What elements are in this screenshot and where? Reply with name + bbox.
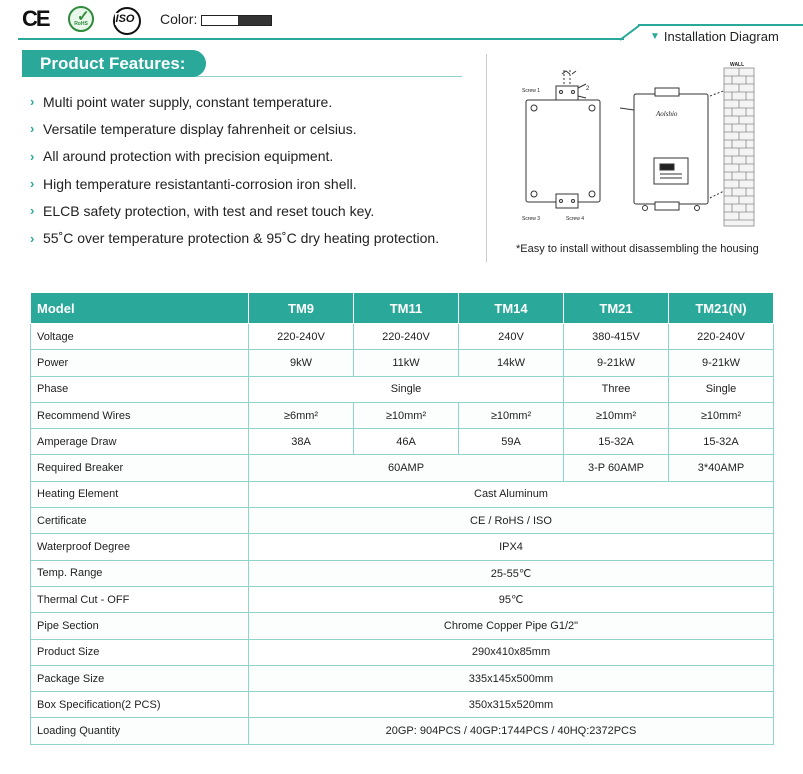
- table-row: [31, 639, 774, 665]
- color-swatch: [201, 15, 272, 26]
- table-cell: Cast Aluminum: [249, 481, 774, 507]
- row-label: Amperage Draw: [31, 429, 249, 455]
- row-label: Waterproof Degree: [31, 534, 249, 560]
- table-cell: ≥6mm²: [249, 402, 354, 428]
- chevron-right-icon: ›: [30, 203, 35, 219]
- column-header: TM14: [459, 293, 564, 324]
- row-label: Temp. Range: [31, 560, 249, 586]
- header-divider-right: [638, 24, 803, 26]
- screw-2-label: 2: [586, 86, 590, 92]
- chevron-right-icon: ›: [30, 94, 35, 110]
- feature-item: › Versatile temperature display fahrenheit or celsius.: [30, 120, 357, 137]
- screw-1-label: Screw 1: [522, 88, 541, 94]
- table-cell: 220-240V: [249, 324, 354, 350]
- color-label: Color:: [160, 11, 198, 27]
- table-row: [31, 665, 774, 691]
- table-cell: CE / RoHS / ISO: [249, 508, 774, 534]
- table-cell: 11kW: [354, 350, 459, 376]
- table-cell: Single: [669, 376, 774, 402]
- table-cell: ≥10mm²: [564, 402, 669, 428]
- table-row: [31, 613, 774, 639]
- table-row: [31, 508, 774, 534]
- table-cell: ≥10mm²: [669, 402, 774, 428]
- table-cell: 25-55℃: [249, 560, 774, 586]
- table-row: [31, 718, 774, 744]
- table-row: [31, 692, 774, 718]
- table-cell: 3-P 60AMP: [564, 455, 669, 481]
- column-header: TM9: [249, 293, 354, 324]
- feature-item: › Multi point water supply, constant temperature.: [30, 93, 333, 110]
- feature-item: › All around protection with precision equipment.: [30, 148, 334, 165]
- table-row: [31, 429, 774, 455]
- table-cell: 335x145x500mm: [249, 665, 774, 691]
- installation-diagram-label: Installation Diagram: [663, 29, 779, 44]
- row-label: Pipe Section: [31, 613, 249, 639]
- table-cell: 14kW: [459, 350, 564, 376]
- table-cell: 60AMP: [249, 455, 564, 481]
- installation-diagram: [500, 60, 790, 238]
- ce-logo: CE: [22, 6, 49, 31]
- header-divider: [18, 38, 624, 40]
- diagram-note: *Easy to install without disassembling the housing: [516, 243, 759, 255]
- iso-logo: ISO: [110, 7, 140, 31]
- column-header: Model: [31, 293, 249, 324]
- chevron-right-icon: ›: [30, 176, 35, 192]
- table-cell: Three: [564, 376, 669, 402]
- section-divider: [486, 54, 487, 262]
- table-cell: 9kW: [249, 350, 354, 376]
- chevron-right-icon: ›: [30, 148, 35, 164]
- table-cell: Single: [249, 376, 564, 402]
- row-label: Power: [31, 350, 249, 376]
- table-cell: 15-32A: [669, 429, 774, 455]
- table-cell: 220-240V: [354, 324, 459, 350]
- certification-row: [22, 6, 272, 32]
- row-label: Required Breaker: [31, 455, 249, 481]
- column-header: TM21: [564, 293, 669, 324]
- table-cell: 20GP: 904PCS / 40GP:1744PCS / 40HQ:2372PCS: [249, 718, 774, 744]
- feature-item: › 55˚C over temperature protection & 95˚C dry heating protection.: [30, 230, 440, 247]
- feature-item: › High temperature resistantanti-corrosion iron shell.: [30, 175, 357, 192]
- table-row: [31, 481, 774, 507]
- heater-brand-label: Aolshio: [656, 110, 678, 118]
- table-cell: 9-21kW: [564, 350, 669, 376]
- row-label: Phase: [31, 376, 249, 402]
- white-swatch: [202, 16, 238, 25]
- wall-label: WALL: [730, 62, 745, 68]
- row-label: Heating Element: [31, 481, 249, 507]
- installation-diagram-title: [650, 29, 779, 44]
- table-row: [31, 376, 774, 402]
- row-label: Loading Quantity: [31, 718, 249, 744]
- table-cell: 220-240V: [669, 324, 774, 350]
- table-row: [31, 324, 774, 350]
- table-cell: 380-415V: [564, 324, 669, 350]
- row-label: Voltage: [31, 324, 249, 350]
- triangle-down-icon: ▼: [650, 31, 660, 42]
- black-swatch: [238, 16, 271, 25]
- table-cell: 46A: [354, 429, 459, 455]
- chevron-right-icon: ›: [30, 230, 35, 246]
- column-header: TM11: [354, 293, 459, 324]
- heater-unit: [620, 88, 726, 211]
- table-cell: ≥10mm²: [459, 402, 564, 428]
- table-header-row: [31, 293, 774, 324]
- screw-3-label: Screw 3: [522, 216, 541, 222]
- table-cell: IPX4: [249, 534, 774, 560]
- header-divider-slant: [619, 25, 639, 41]
- row-label: Product Size: [31, 639, 249, 665]
- table-row: [31, 586, 774, 612]
- table-row: [31, 455, 774, 481]
- features-underline: [22, 76, 462, 77]
- row-label: Recommend Wires: [31, 402, 249, 428]
- column-header: TM21(N): [669, 293, 774, 324]
- row-label: Thermal Cut - OFF: [31, 586, 249, 612]
- table-row: [31, 560, 774, 586]
- row-label: Certificate: [31, 508, 249, 534]
- table-cell: ≥10mm²: [354, 402, 459, 428]
- table-row: [31, 534, 774, 560]
- table-cell: 59A: [459, 429, 564, 455]
- chevron-right-icon: ›: [30, 121, 35, 137]
- table-cell: 38A: [249, 429, 354, 455]
- screw-4-label: Screw 4: [566, 216, 585, 222]
- table-cell: 290x410x85mm: [249, 639, 774, 665]
- features-list: [30, 88, 439, 252]
- row-label: Box Specification(2 PCS): [31, 692, 249, 718]
- rohs-logo: ✓ RoHS: [68, 6, 94, 32]
- table-cell: 240V: [459, 324, 564, 350]
- table-cell: 350x315x520mm: [249, 692, 774, 718]
- table-cell: 3*40AMP: [669, 455, 774, 481]
- table-row: [31, 402, 774, 428]
- table-row: [31, 350, 774, 376]
- table-cell: 95℃: [249, 586, 774, 612]
- specification-table: [30, 292, 774, 745]
- table-cell: 9-21kW: [669, 350, 774, 376]
- feature-item: › ELCB safety protection, with test and reset touch key.: [30, 202, 375, 219]
- table-cell: Chrome Copper Pipe G1/2": [249, 613, 774, 639]
- table-cell: 15-32A: [564, 429, 669, 455]
- brick-wall: [724, 68, 754, 226]
- product-features-title: Product Features:: [22, 50, 206, 77]
- row-label: Package Size: [31, 665, 249, 691]
